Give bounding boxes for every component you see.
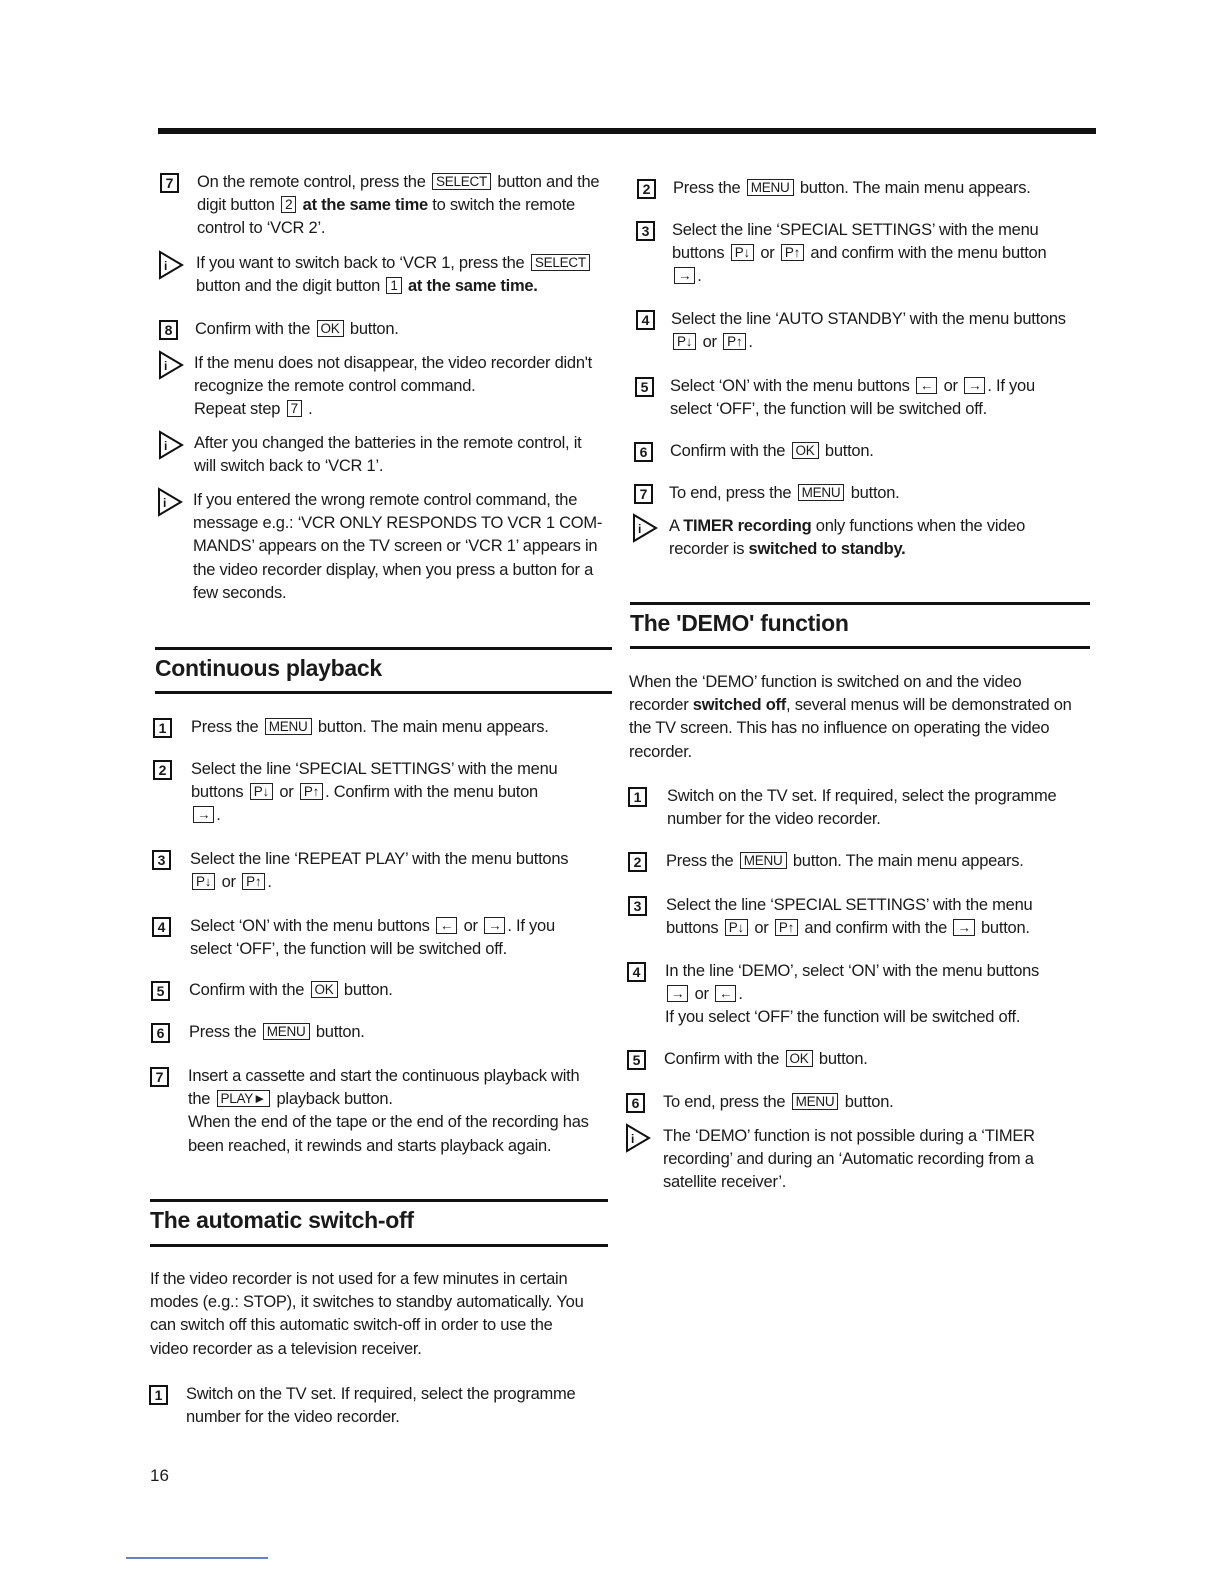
text-line — [672, 242, 1046, 265]
remote-key-label: → — [484, 917, 505, 934]
text: button and the digit button — [196, 277, 385, 296]
text-line — [194, 455, 581, 478]
section-heading-automatic-switch-off: The automatic switch-off — [150, 1207, 414, 1233]
remote-key-label: P↑ — [781, 244, 804, 261]
text-line — [197, 194, 599, 217]
step-text — [188, 1065, 589, 1158]
text: Select ‘ON’ with the menu buttons — [670, 377, 915, 395]
text: Select the line ‘SPECIAL SETTINGS’ with the menu — [666, 896, 1033, 914]
svg-text:i: i — [631, 1132, 635, 1146]
text: A — [669, 517, 684, 535]
text-line — [190, 915, 555, 938]
step-number: 2 — [153, 760, 172, 780]
text: the video recorder display, when you press a button for a — [193, 560, 594, 579]
text: or — [690, 985, 714, 1004]
text-line — [672, 219, 1046, 242]
text: After you changed the batteries in the remote control, it — [194, 434, 582, 452]
remote-key-label: P↑ — [723, 333, 746, 350]
remote-key-label: → — [193, 806, 214, 823]
text: playback button. — [272, 1090, 393, 1109]
text: message e.g.: ‘VCR ONLY RESPONDS TO VCR 1 COM- — [193, 514, 603, 533]
text-line — [189, 1021, 365, 1044]
text-line — [672, 265, 1046, 288]
text-line — [150, 1314, 584, 1337]
text: To end, press the — [663, 1093, 790, 1111]
paragraph — [629, 671, 1072, 764]
step-number: 1 — [149, 1385, 168, 1405]
text-line — [667, 785, 1056, 808]
remote-key-label: P↑ — [300, 783, 323, 800]
text: Press the — [673, 179, 745, 197]
text: MANDS’ appears on the TV screen or ‘VCR 1’ appears in — [193, 537, 598, 556]
step-text — [671, 308, 1066, 354]
text-line — [671, 331, 1066, 354]
text-line — [670, 375, 1035, 398]
step-text — [663, 1091, 893, 1114]
svg-text:i: i — [164, 439, 168, 453]
text-line — [629, 741, 1072, 764]
text: The ‘DEMO’ function is not possible during a ‘TIMER — [663, 1127, 1035, 1145]
step-text — [665, 960, 1039, 1030]
text: will switch back to ‘VCR 1’. — [194, 457, 384, 476]
text-line — [197, 217, 599, 240]
text: If the video recorder is not used for a few minutes in certain — [150, 1270, 568, 1288]
text: If you want to switch back to ‘VCR 1, press the — [196, 254, 529, 272]
step-text — [670, 440, 874, 463]
info-icon — [158, 250, 184, 280]
text: , several menus will be demonstrated on — [786, 696, 1072, 715]
remote-key-label: MENU — [798, 484, 845, 501]
remote-key-label: ← — [715, 985, 736, 1002]
text: recognize the remote control command. — [194, 377, 476, 396]
text-line — [194, 398, 592, 421]
text: On the remote control, press the — [197, 173, 430, 191]
step-text — [190, 915, 555, 961]
info-text — [193, 489, 602, 605]
text-line — [186, 1406, 575, 1429]
remote-key-label: MENU — [792, 1093, 839, 1110]
step-number: 4 — [152, 917, 171, 937]
text: button. The main menu appears. — [795, 179, 1031, 197]
step-number: 4 — [627, 962, 646, 982]
step-text — [664, 1048, 868, 1071]
text-line — [150, 1291, 584, 1314]
remote-key-label: P↑ — [775, 919, 798, 936]
text: video recorder as a television receiver. — [150, 1339, 422, 1358]
text: select ‘OFF’, the function will be switched off. — [190, 940, 507, 959]
text-line — [663, 1091, 893, 1114]
page-number: 16 — [150, 1466, 169, 1485]
remote-key-label: OK — [311, 981, 338, 998]
step-text — [666, 850, 1024, 873]
text: Switch on the TV set. If required, select the programme — [186, 1385, 576, 1403]
remote-key-label: P↑ — [242, 873, 265, 890]
text: To end, press the — [669, 484, 796, 502]
text: button and the — [492, 173, 600, 191]
text-line — [188, 1111, 589, 1134]
svg-text:i: i — [164, 259, 168, 273]
text: . — [267, 873, 272, 892]
text: few seconds. — [193, 583, 287, 602]
text-line — [629, 694, 1072, 717]
bold-text: switched off — [692, 696, 787, 715]
text: . Confirm with the menu buton — [325, 783, 538, 802]
info-icon — [632, 513, 658, 543]
text-line — [663, 1171, 1035, 1194]
remote-key-label: MENU — [740, 852, 787, 869]
top-rule — [158, 128, 1096, 134]
text: Select the line ‘SPECIAL SETTINGS’ with the menu — [672, 221, 1039, 239]
text: Switch on the TV set. If required, select the programme — [667, 787, 1057, 805]
step-text — [673, 177, 1031, 200]
step-number: 6 — [151, 1023, 170, 1043]
footer-line — [126, 1557, 268, 1559]
text-line — [665, 1006, 1039, 1029]
text: the TV screen. This has no influence on operating the video — [629, 719, 1050, 738]
svg-text:i: i — [638, 522, 642, 536]
remote-key-label: MENU — [747, 179, 794, 196]
remote-key-label: P↓ — [192, 873, 215, 890]
text: or — [274, 783, 298, 802]
text-line — [191, 804, 557, 827]
info-icon — [625, 1123, 651, 1153]
text-line — [150, 1338, 584, 1361]
text-line — [189, 979, 393, 1002]
step-number: 8 — [159, 320, 178, 340]
text-line — [197, 171, 599, 194]
step-number: 3 — [636, 221, 655, 241]
text: . If you — [987, 377, 1035, 395]
step-number: 5 — [635, 377, 654, 397]
bold-text: TIMER recording — [683, 517, 812, 535]
remote-key-label: OK — [792, 442, 819, 459]
text-line — [671, 308, 1066, 331]
text: button. — [976, 919, 1030, 938]
text-line — [670, 398, 1035, 421]
text: the — [188, 1090, 215, 1109]
text: button. — [311, 1023, 365, 1041]
text-line — [190, 871, 568, 894]
text: button. — [339, 981, 393, 999]
text: or — [217, 873, 241, 892]
text-line — [188, 1065, 589, 1088]
remote-key-label: P↓ — [250, 783, 273, 800]
info-text — [196, 252, 592, 298]
text-line — [669, 482, 899, 505]
text: recorder. — [629, 742, 692, 761]
section-rule — [150, 1244, 608, 1247]
info-text — [194, 352, 592, 422]
text-line — [666, 850, 1024, 873]
info-text — [194, 432, 581, 478]
step-number: 6 — [626, 1093, 645, 1113]
remote-key-label: P↓ — [731, 244, 754, 261]
step-text — [669, 482, 899, 505]
step-text — [186, 1383, 575, 1429]
bold-text: at the same time — [298, 196, 428, 215]
remote-key-label: → — [953, 919, 974, 936]
text-line — [629, 671, 1072, 694]
text-line — [665, 960, 1039, 983]
section-rule — [150, 1199, 608, 1202]
text: Insert a cassette and start the continuous playback with — [188, 1067, 580, 1085]
text: . — [748, 333, 753, 352]
text: If you entered the wrong remote control command, the — [193, 491, 578, 509]
text: been reached, it rewinds and starts playback again. — [188, 1136, 552, 1155]
text-line — [193, 489, 602, 512]
info-icon — [158, 430, 184, 460]
remote-key-label: → — [667, 985, 688, 1002]
text: Confirm with the — [189, 981, 309, 999]
section-heading-demo-function: The 'DEMO' function — [630, 610, 849, 636]
text: number for the video recorder. — [667, 810, 881, 829]
step-number: 5 — [151, 981, 170, 1001]
text-line — [666, 917, 1032, 940]
text-line — [194, 352, 592, 375]
text: buttons — [191, 783, 248, 802]
text: to switch the remote — [427, 196, 575, 215]
text: If you select ‘OFF’ the function will be switched off. — [665, 1008, 1021, 1027]
text: or — [459, 917, 483, 935]
remote-key-label: ← — [436, 917, 457, 934]
text: can switch off this automatic switch-off in order to use the — [150, 1316, 553, 1335]
text: and confirm with the — [800, 919, 952, 938]
text: digit button — [197, 196, 280, 215]
text: . — [697, 267, 702, 286]
remote-key-label: P↓ — [673, 333, 696, 350]
text: recorder — [629, 696, 693, 715]
text-line — [673, 177, 1031, 200]
text: button. — [840, 1093, 894, 1111]
text-line — [670, 440, 874, 463]
info-icon — [157, 487, 183, 517]
step-text — [190, 848, 568, 894]
step-number: 6 — [634, 442, 653, 462]
text: or — [939, 377, 963, 395]
text-line — [190, 848, 568, 871]
text-line — [195, 318, 399, 341]
remote-key-label: P↓ — [725, 919, 748, 936]
text: button. — [345, 320, 399, 338]
text: button. — [820, 442, 874, 460]
svg-text:i: i — [164, 359, 168, 373]
text: When the end of the tape or the end of the recording has — [188, 1113, 589, 1132]
text: Press the — [189, 1023, 261, 1041]
text: In the line ‘DEMO’, select ‘ON’ with the menu buttons — [665, 962, 1040, 980]
remote-key-label: SELECT — [432, 173, 491, 190]
text: recorder is — [669, 540, 749, 559]
text-line — [193, 535, 602, 558]
step-number: 1 — [628, 787, 647, 807]
text: button. — [846, 484, 900, 502]
text: button. The main menu appears. — [313, 718, 549, 736]
section-rule — [630, 646, 1090, 649]
remote-key-label: 1 — [386, 277, 401, 294]
step-text — [195, 318, 399, 341]
section-rule — [155, 691, 612, 694]
text: number for the video recorder. — [186, 1408, 400, 1427]
remote-key-label: PLAY► — [217, 1090, 271, 1107]
text: . — [216, 806, 221, 825]
step-number: 3 — [152, 850, 171, 870]
text: Press the — [191, 718, 263, 736]
text: select ‘OFF’, the function will be switched off. — [670, 400, 987, 419]
paragraph — [150, 1268, 584, 1361]
text: Press the — [666, 852, 738, 870]
remote-key-label: OK — [317, 320, 344, 337]
step-number: 7 — [160, 173, 179, 193]
text-line — [669, 538, 1025, 561]
text: . If you — [507, 917, 555, 935]
remote-key-label: 2 — [281, 196, 296, 213]
text: When the ‘DEMO’ function is switched on and the video — [629, 673, 1022, 691]
remote-key-label: MENU — [265, 718, 312, 735]
text-line — [664, 1048, 868, 1071]
step-number: 2 — [637, 179, 656, 199]
step-text — [667, 785, 1056, 831]
text: . — [303, 400, 313, 419]
text: buttons — [672, 244, 729, 263]
text: If the menu does not disappear, the video recorder didn't — [194, 354, 593, 372]
text-line — [666, 894, 1032, 917]
step-text — [191, 758, 557, 828]
text: Select ‘ON’ with the menu buttons — [190, 917, 435, 935]
section-rule — [630, 602, 1090, 605]
step-number: 7 — [150, 1067, 169, 1087]
step-text — [670, 375, 1035, 421]
step-text — [191, 716, 549, 739]
text: Select the line ‘AUTO STANDBY’ with the menu buttons — [671, 310, 1066, 328]
text: Confirm with the — [670, 442, 790, 460]
step-text — [666, 894, 1032, 940]
text-line — [188, 1135, 589, 1158]
text: or — [755, 244, 779, 263]
text: Repeat step — [194, 400, 285, 419]
text-line — [669, 515, 1025, 538]
text: Select the line ‘SPECIAL SETTINGS’ with the menu — [191, 760, 558, 778]
text: satellite receiver’. — [663, 1173, 787, 1192]
text: or — [698, 333, 722, 352]
text-line — [186, 1383, 575, 1406]
bold-text: at the same time. — [403, 277, 538, 296]
text: Confirm with the — [664, 1050, 784, 1068]
text-line — [191, 781, 557, 804]
info-text — [663, 1125, 1035, 1195]
text-line — [667, 808, 1056, 831]
text-line — [665, 983, 1039, 1006]
text: buttons — [666, 919, 723, 938]
text: . — [738, 985, 743, 1004]
remote-key-label: OK — [786, 1050, 813, 1067]
text: Select the line ‘REPEAT PLAY’ with the menu buttons — [190, 850, 569, 868]
step-number: 3 — [628, 896, 647, 916]
section-rule — [155, 647, 612, 650]
step-number: 2 — [628, 852, 647, 872]
text-line — [188, 1088, 589, 1111]
step-text — [189, 1021, 365, 1044]
info-text — [669, 515, 1025, 561]
svg-text:i: i — [163, 496, 167, 510]
text-line — [196, 275, 592, 298]
step-number: 7 — [634, 484, 653, 504]
text-line — [193, 512, 602, 535]
text-line — [194, 375, 592, 398]
remote-key-label: → — [964, 377, 985, 394]
text: button. The main menu appears. — [788, 852, 1024, 870]
text-line — [193, 559, 602, 582]
text: button. — [814, 1050, 868, 1068]
remote-key-label: SELECT — [531, 254, 590, 271]
step-text — [197, 171, 599, 241]
text-line — [196, 252, 592, 275]
text-line — [190, 938, 555, 961]
text: or — [749, 919, 773, 938]
text-line — [191, 758, 557, 781]
text-line — [191, 716, 549, 739]
text-line — [150, 1268, 584, 1291]
bold-text: switched to standby. — [748, 540, 906, 559]
remote-key-label: → — [674, 267, 695, 284]
text: modes (e.g.: STOP), it switches to standby automatically. You — [150, 1293, 584, 1312]
text-line — [663, 1125, 1035, 1148]
remote-key-label: ← — [916, 377, 937, 394]
section-heading-continuous-playback: Continuous playback — [155, 655, 382, 681]
text: control to ‘VCR 2’. — [197, 219, 326, 238]
step-text — [189, 979, 393, 1002]
info-icon — [158, 350, 184, 380]
text-line — [629, 717, 1072, 740]
text: Confirm with the — [195, 320, 315, 338]
text: recording’ and during an ‘Automatic recording from a — [663, 1150, 1034, 1169]
remote-key-label: MENU — [263, 1023, 310, 1040]
step-number: 5 — [627, 1050, 646, 1070]
text-line — [194, 432, 581, 455]
step-number: 1 — [153, 718, 172, 738]
step-text — [672, 219, 1046, 289]
remote-key-label: 7 — [287, 400, 302, 417]
step-number: 4 — [636, 310, 655, 330]
text-line — [193, 582, 602, 605]
text: only functions when the video — [811, 517, 1026, 535]
text-line — [663, 1148, 1035, 1171]
text: and confirm with the menu button — [806, 244, 1047, 263]
